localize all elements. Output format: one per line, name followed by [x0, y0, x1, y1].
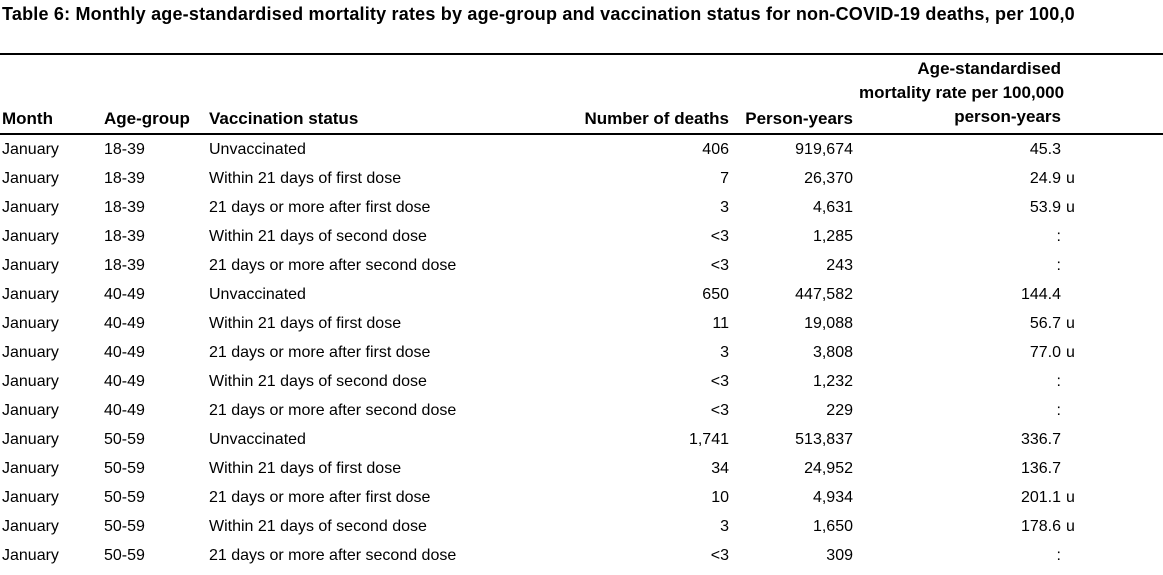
cell-month: January	[2, 547, 59, 564]
cell-vaccination-status: Within 21 days of second dose	[209, 228, 427, 245]
cell-vaccination-status: 21 days or more after second dose	[209, 402, 457, 419]
cell-number-of-deaths: 650	[702, 286, 729, 303]
cell-rate	[859, 367, 1163, 396]
cell-age-group: 18-39	[104, 257, 145, 274]
rate-reliability-flag: u	[1066, 170, 1075, 187]
cell-number-of-deaths: 3	[720, 344, 729, 361]
table-row	[0, 280, 1163, 309]
cell-vaccination-status: Unvaccinated	[209, 286, 306, 303]
cell-age-group: 40-49	[104, 344, 145, 361]
table-row	[0, 222, 1163, 251]
table-row	[0, 396, 1163, 425]
table-row	[0, 541, 1163, 570]
cell-person-years: 229	[826, 402, 853, 419]
cell-person-years: 919,674	[795, 141, 853, 158]
cell-rate	[859, 483, 1163, 512]
cell-rate	[859, 309, 1163, 338]
cell-number-of-deaths: 11	[712, 315, 729, 332]
rate-reliability-flag: u	[1066, 489, 1075, 506]
cell-rate	[859, 222, 1163, 251]
cell-person-years: 26,370	[804, 170, 853, 187]
cell-age-group: 50-59	[104, 460, 145, 477]
cell-age-group: 40-49	[104, 315, 145, 332]
rate-value: :	[1056, 228, 1061, 245]
rate-header-line-1: Age-standardised	[917, 59, 1061, 78]
cell-month: January	[2, 199, 59, 216]
table-row	[0, 367, 1163, 396]
table-row	[0, 454, 1163, 483]
rate-value: 201.1	[1020, 489, 1061, 506]
rate-value: 45.3	[1029, 141, 1061, 158]
cell-number-of-deaths: 406	[702, 141, 729, 158]
cell-vaccination-status: Within 21 days of first dose	[209, 460, 402, 477]
cell-rate	[859, 280, 1163, 309]
mortality-table	[0, 53, 1163, 570]
cell-vaccination-status: 21 days or more after first dose	[209, 199, 431, 216]
table-row	[0, 309, 1163, 338]
rate-header-line-3: person-years	[954, 107, 1061, 126]
table-body	[0, 134, 1163, 570]
cell-age-group: 18-39	[104, 199, 145, 216]
rate-header-line-2: mortality rate per 100,000	[859, 83, 1065, 102]
cell-vaccination-status: Within 21 days of first dose	[209, 170, 402, 187]
table-row	[0, 483, 1163, 512]
rate-value: :	[1056, 547, 1061, 564]
header-person-years: Person-years	[735, 54, 859, 134]
table-row	[0, 512, 1163, 541]
cell-vaccination-status: Within 21 days of second dose	[209, 518, 427, 535]
cell-vaccination-status: 21 days or more after first dose	[209, 344, 431, 361]
cell-month: January	[2, 315, 59, 332]
cell-rate	[859, 164, 1163, 193]
cell-month: January	[2, 373, 59, 390]
cell-month: January	[2, 141, 59, 158]
table-row	[0, 338, 1163, 367]
cell-month: January	[2, 402, 59, 419]
header-age-standardised-rate	[859, 54, 1163, 134]
cell-person-years: 4,631	[812, 199, 853, 216]
cell-person-years: 447,582	[795, 286, 853, 303]
header-age-group: Age-group	[104, 54, 209, 134]
rate-value: 24.9	[1029, 170, 1061, 187]
cell-rate	[859, 541, 1163, 570]
rate-value: 178.6	[1020, 518, 1061, 535]
cell-vaccination-status: Within 21 days of first dose	[209, 315, 402, 332]
rate-value: 77.0	[1029, 344, 1061, 361]
rate-value: :	[1056, 257, 1061, 274]
cell-age-group: 50-59	[104, 518, 145, 535]
cell-person-years: 4,934	[812, 489, 853, 506]
cell-rate	[859, 338, 1163, 367]
cell-rate	[859, 454, 1163, 483]
cell-person-years: 309	[826, 547, 853, 564]
rate-reliability-flag: u	[1066, 315, 1075, 332]
table-title: Table 6: Monthly age-standardised mortality rates by age-group and vaccination status for non-COVID-19 deaths, per 100,0	[2, 4, 1075, 24]
cell-rate	[859, 512, 1163, 541]
cell-month: January	[2, 286, 59, 303]
cell-age-group: 18-39	[104, 141, 145, 158]
cell-number-of-deaths: <3	[710, 228, 729, 245]
table-header	[0, 54, 1163, 134]
cell-number-of-deaths: 3	[720, 199, 729, 216]
cell-rate	[859, 251, 1163, 280]
cell-vaccination-status: 21 days or more after second dose	[209, 547, 457, 564]
cell-person-years: 19,088	[804, 315, 853, 332]
header-vaccination-status: Vaccination status	[209, 54, 567, 134]
cell-vaccination-status: Unvaccinated	[209, 431, 306, 448]
cell-month: January	[2, 170, 59, 187]
cell-person-years: 1,285	[812, 228, 853, 245]
cell-number-of-deaths: <3	[710, 547, 729, 564]
cell-rate	[859, 193, 1163, 222]
cell-person-years: 513,837	[795, 431, 853, 448]
cell-age-group: 40-49	[104, 402, 145, 419]
header-row	[0, 54, 1163, 134]
cell-person-years: 1,232	[812, 373, 853, 390]
cell-age-group: 18-39	[104, 170, 145, 187]
cell-month: January	[2, 228, 59, 245]
header-number-of-deaths: Number of deaths	[567, 54, 735, 134]
cell-number-of-deaths: 10	[711, 489, 729, 506]
rate-value: 136.7	[1020, 460, 1061, 477]
table-row	[0, 425, 1163, 454]
cell-number-of-deaths: 7	[720, 170, 729, 187]
cell-number-of-deaths: 3	[720, 518, 729, 535]
cell-rate	[859, 396, 1163, 425]
table-row	[0, 134, 1163, 164]
cell-number-of-deaths: 1,741	[688, 431, 729, 448]
cell-month: January	[2, 344, 59, 361]
cell-number-of-deaths: <3	[710, 373, 729, 390]
cell-person-years: 1,650	[812, 518, 853, 535]
cell-rate	[859, 134, 1163, 164]
cell-month: January	[2, 431, 59, 448]
rate-value: 56.7	[1029, 315, 1061, 332]
table-row	[0, 193, 1163, 222]
rate-value: 53.9	[1029, 199, 1061, 216]
rate-value: :	[1056, 373, 1061, 390]
cell-age-group: 40-49	[104, 373, 145, 390]
rate-value: :	[1056, 402, 1061, 419]
cell-age-group: 18-39	[104, 228, 145, 245]
cell-month: January	[2, 460, 59, 477]
cell-vaccination-status: 21 days or more after first dose	[209, 489, 431, 506]
cell-month: January	[2, 518, 59, 535]
cell-vaccination-status: Unvaccinated	[209, 141, 306, 158]
cell-age-group: 50-59	[104, 489, 145, 506]
cell-month: January	[2, 257, 59, 274]
cell-age-group: 50-59	[104, 547, 145, 564]
table-row	[0, 251, 1163, 280]
header-month: Month	[0, 54, 104, 134]
cell-vaccination-status: Within 21 days of second dose	[209, 373, 427, 390]
cell-person-years: 24,952	[804, 460, 853, 477]
cell-person-years: 243	[826, 257, 853, 274]
cell-age-group: 40-49	[104, 286, 145, 303]
rate-reliability-flag: u	[1066, 518, 1075, 535]
table-row	[0, 164, 1163, 193]
cell-person-years: 3,808	[812, 344, 853, 361]
cell-age-group: 50-59	[104, 431, 145, 448]
rate-reliability-flag: u	[1066, 199, 1075, 216]
cell-rate	[859, 425, 1163, 454]
rate-value: 336.7	[1020, 431, 1061, 448]
cell-month: January	[2, 489, 59, 506]
cell-number-of-deaths: 34	[711, 460, 729, 477]
cell-number-of-deaths: <3	[710, 402, 729, 419]
cell-number-of-deaths: <3	[710, 257, 729, 274]
cell-vaccination-status: 21 days or more after second dose	[209, 257, 457, 274]
rate-value: 144.4	[1020, 286, 1061, 303]
rate-reliability-flag: u	[1066, 344, 1075, 361]
